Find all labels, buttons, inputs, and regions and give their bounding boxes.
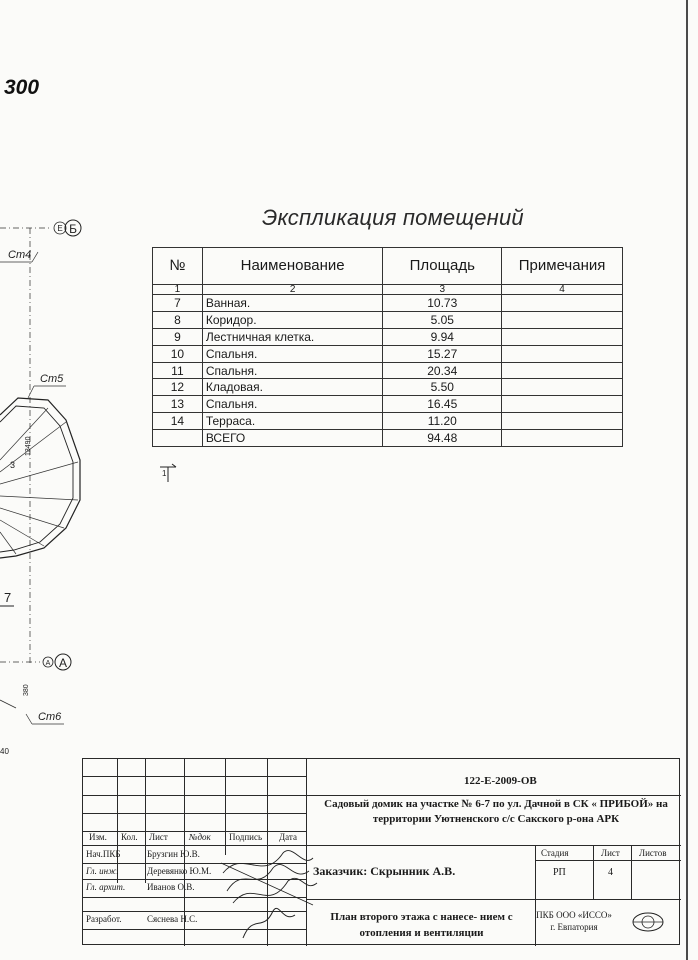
person-name: Иванов О.В. [147,882,195,892]
row-note [502,396,623,413]
title-block [82,758,680,945]
row-name: Спальня. [202,362,383,379]
org-logo-icon [631,911,665,933]
stage-value: РП [553,867,566,878]
total-note [502,430,623,447]
axis-top-side-label: E [57,224,63,233]
callout-st5: Ст5 [40,373,64,385]
axis-bottom-label: А [58,656,68,670]
project-name: Садовый домик на участке № 6-7 по ул. Дачной в СК « ПРИБОЙ» на территории Уютненского с/с Сакского р-она АРК [324,798,668,825]
row-area: 15.27 [383,345,502,362]
row-name: Лестничная клетка. [202,328,383,345]
index-cell: 1 [153,285,203,295]
row-name: Кладовая. [202,379,383,396]
section-mark-label: 1 [162,469,167,478]
grid-line [117,759,118,883]
plan-svg [0,210,110,760]
table-row [153,345,623,362]
table-row [153,362,623,379]
row-no: 13 [153,396,203,413]
scale-label: 300 [4,76,40,99]
index-cell: 4 [502,285,623,295]
header-note: Примечания [502,248,623,285]
axis-top-label: Б [69,222,77,236]
index-cell: 2 [202,285,383,295]
row-no: 11 [153,362,203,379]
explication-title: Экспликация помещений [262,205,524,230]
section-mark [158,462,182,489]
index-cell: 3 [383,285,502,295]
row-area: 20.34 [383,362,502,379]
person-name: Брузгин Ю.В. [147,849,200,859]
row-note [502,362,623,379]
row-area: 5.05 [383,311,502,328]
role-label: Разработ. [86,914,122,924]
callout-st6: Ст6 [38,711,62,723]
table-row [153,379,623,396]
bay-polygon [0,398,80,558]
row-area: 11.20 [383,413,502,430]
org-city: г. Евпатория [550,922,598,932]
callout-st4: Ст4 [8,249,32,261]
table-row [153,328,623,345]
col-header-data: Дата [279,832,297,842]
table-header-row [153,248,623,285]
row-name: Коридор. [202,311,383,328]
row-note [502,295,623,312]
table-row [153,295,623,312]
col-header-ndok: №док [189,832,211,842]
row-note [502,413,623,430]
signatures [213,843,323,943]
person-name: Деревянко Ю.М. [147,866,212,876]
row-no: 12 [153,379,203,396]
header-name: Наименование [202,248,383,285]
dim-bottom: 380 [23,684,30,696]
organization [535,909,613,933]
sheets-header: Листов [639,848,667,858]
row-name: Терраса. [202,413,383,430]
col-header-izm: Изм. [89,832,107,842]
row-area: 9.94 [383,328,502,345]
row-note [502,345,623,362]
person-name: Сяснева Н.С. [147,914,198,924]
header-area: Площадь [383,248,502,285]
row-area: 5.50 [383,379,502,396]
total-no [153,430,203,447]
floor-plan-fragment [0,210,110,756]
stage-header: Стадия [541,848,569,858]
sheet-value: 4 [608,867,613,878]
explication-table [152,247,623,447]
axis-bottom-side-label: A [45,660,51,667]
index-row [153,285,623,295]
total-area: 94.48 [383,430,502,447]
row-name: Спальня. [202,345,383,362]
col-header-list: Лист [149,832,168,842]
row-area: 10.73 [383,295,502,312]
table-row [153,311,623,328]
row-no: 14 [153,413,203,430]
row-no: 8 [153,311,203,328]
role-label: Нач.ПКБ [86,849,121,859]
dim-vertical: 13490 [25,436,32,456]
role-label: Гл. инж. [86,866,119,876]
customer: Заказчик: Скрынник А.В. [313,864,456,878]
row-no: 7 [153,295,203,312]
role-label: Гл. архит. [86,882,126,892]
document-code: 122-Е-2009-ОВ [464,775,537,787]
total-row [153,430,623,447]
row-no: 9 [153,328,203,345]
row-note [502,379,623,396]
col-header-podpis: Подпись [229,832,263,842]
row-name: Спальня. [202,396,383,413]
sheet-name: План второго этажа с нанесе- нием с отопления и вентиляции [330,911,513,939]
row-name: Ванная. [202,295,383,312]
total-label: ВСЕГО [202,430,383,447]
sheet-border-right [686,0,688,960]
header-no: № [153,248,203,285]
row-no: 10 [153,345,203,362]
bottom-dim: 40 [0,747,9,756]
row-note [502,328,623,345]
sheet-header: Лист [601,848,620,858]
table-row [153,413,623,430]
table-row [153,396,623,413]
row-area: 16.45 [383,396,502,413]
row-note [502,311,623,328]
mark-7: 7 [4,590,12,605]
org-name: ПКБ ООО «ИССО» [536,910,612,920]
col-header-kol: Кол. [121,832,138,842]
mark-3: 3 [10,460,16,470]
